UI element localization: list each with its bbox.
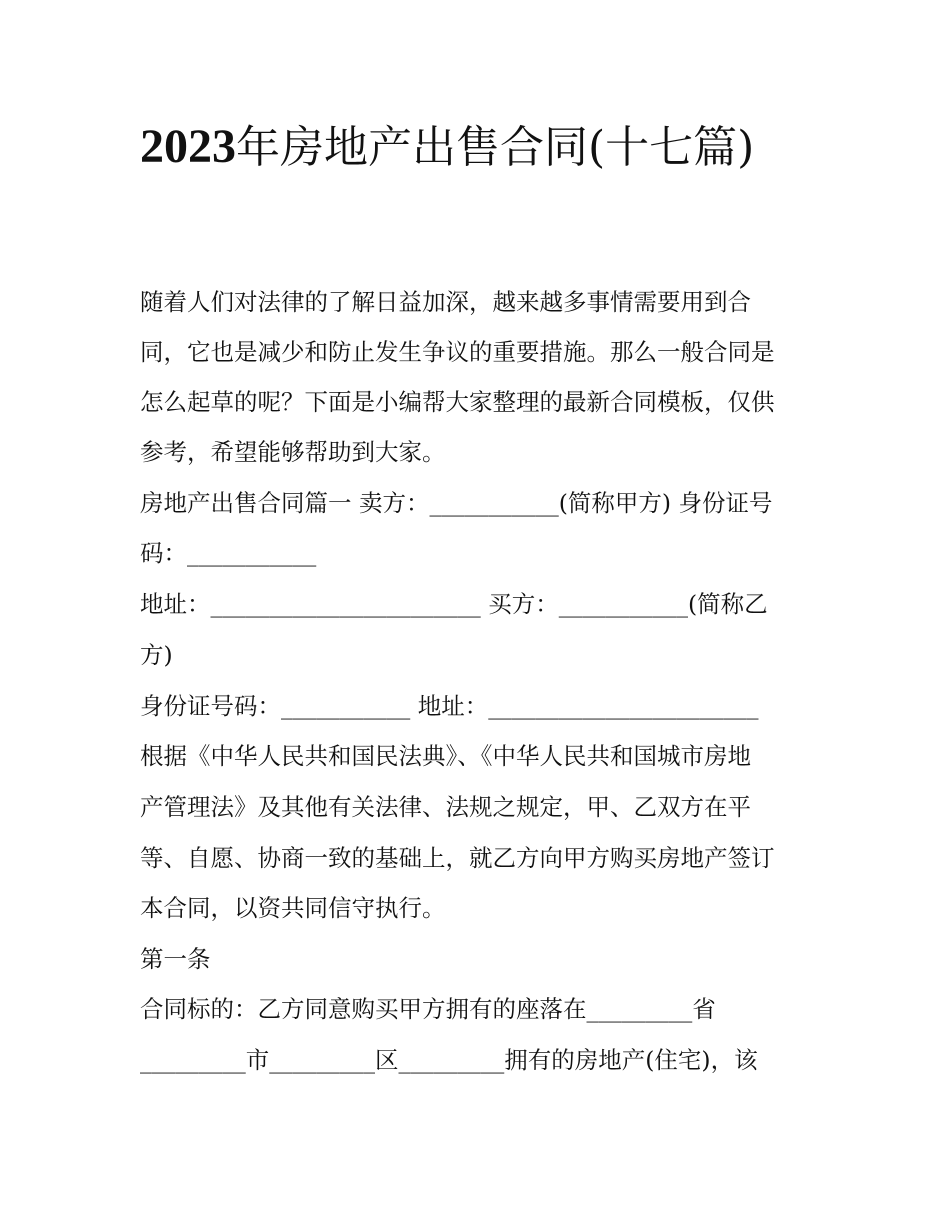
body-line: 同，它也是减少和防止发生争议的重要措施。那么一般合同是 — [140, 338, 775, 366]
body-line: 根据《中华人民共和国民法典》、《中华人民共和国城市房地 — [140, 742, 751, 770]
body-line: 房地产出售合同篇一 卖方：___________(简称甲方) 身份证号 — [140, 489, 773, 517]
body-line: 本合同，以资共同信守执行。 — [140, 894, 446, 922]
section-heading: 第一条 — [140, 945, 211, 973]
body-line: _________市_________区_________拥有的房地产(住宅)，该 — [140, 1046, 758, 1074]
body-line: 地址：_______________________ 买方：___________(简称乙 — [140, 590, 768, 618]
body-line: 参考，希望能够帮助到大家。 — [140, 438, 446, 466]
body-line: 码：___________ — [140, 539, 317, 567]
title-text: 年房地产出售合同(十七篇) — [236, 122, 755, 173]
body-line: 等、自愿、协商一致的基础上，就乙方向甲方购买房地产签订 — [140, 844, 775, 872]
document-title — [140, 110, 820, 185]
body-line: 怎么起草的呢？下面是小编帮大家整理的最新合同模板，仅供 — [140, 388, 775, 416]
body-line: 产管理法》及其他有关法律、法规之规定，甲、乙双方在平 — [140, 793, 751, 821]
body-line: 随着人们对法律的了解日益加深，越来越多事情需要用到合 — [140, 288, 751, 316]
body-line: 方) — [140, 641, 173, 669]
body-line: 合同标的：乙方同意购买甲方拥有的座落在_________省 — [140, 995, 716, 1023]
title-year: 2023 — [140, 120, 236, 173]
body-line: 身份证号码：___________ 地址：_______________________ — [140, 692, 759, 720]
